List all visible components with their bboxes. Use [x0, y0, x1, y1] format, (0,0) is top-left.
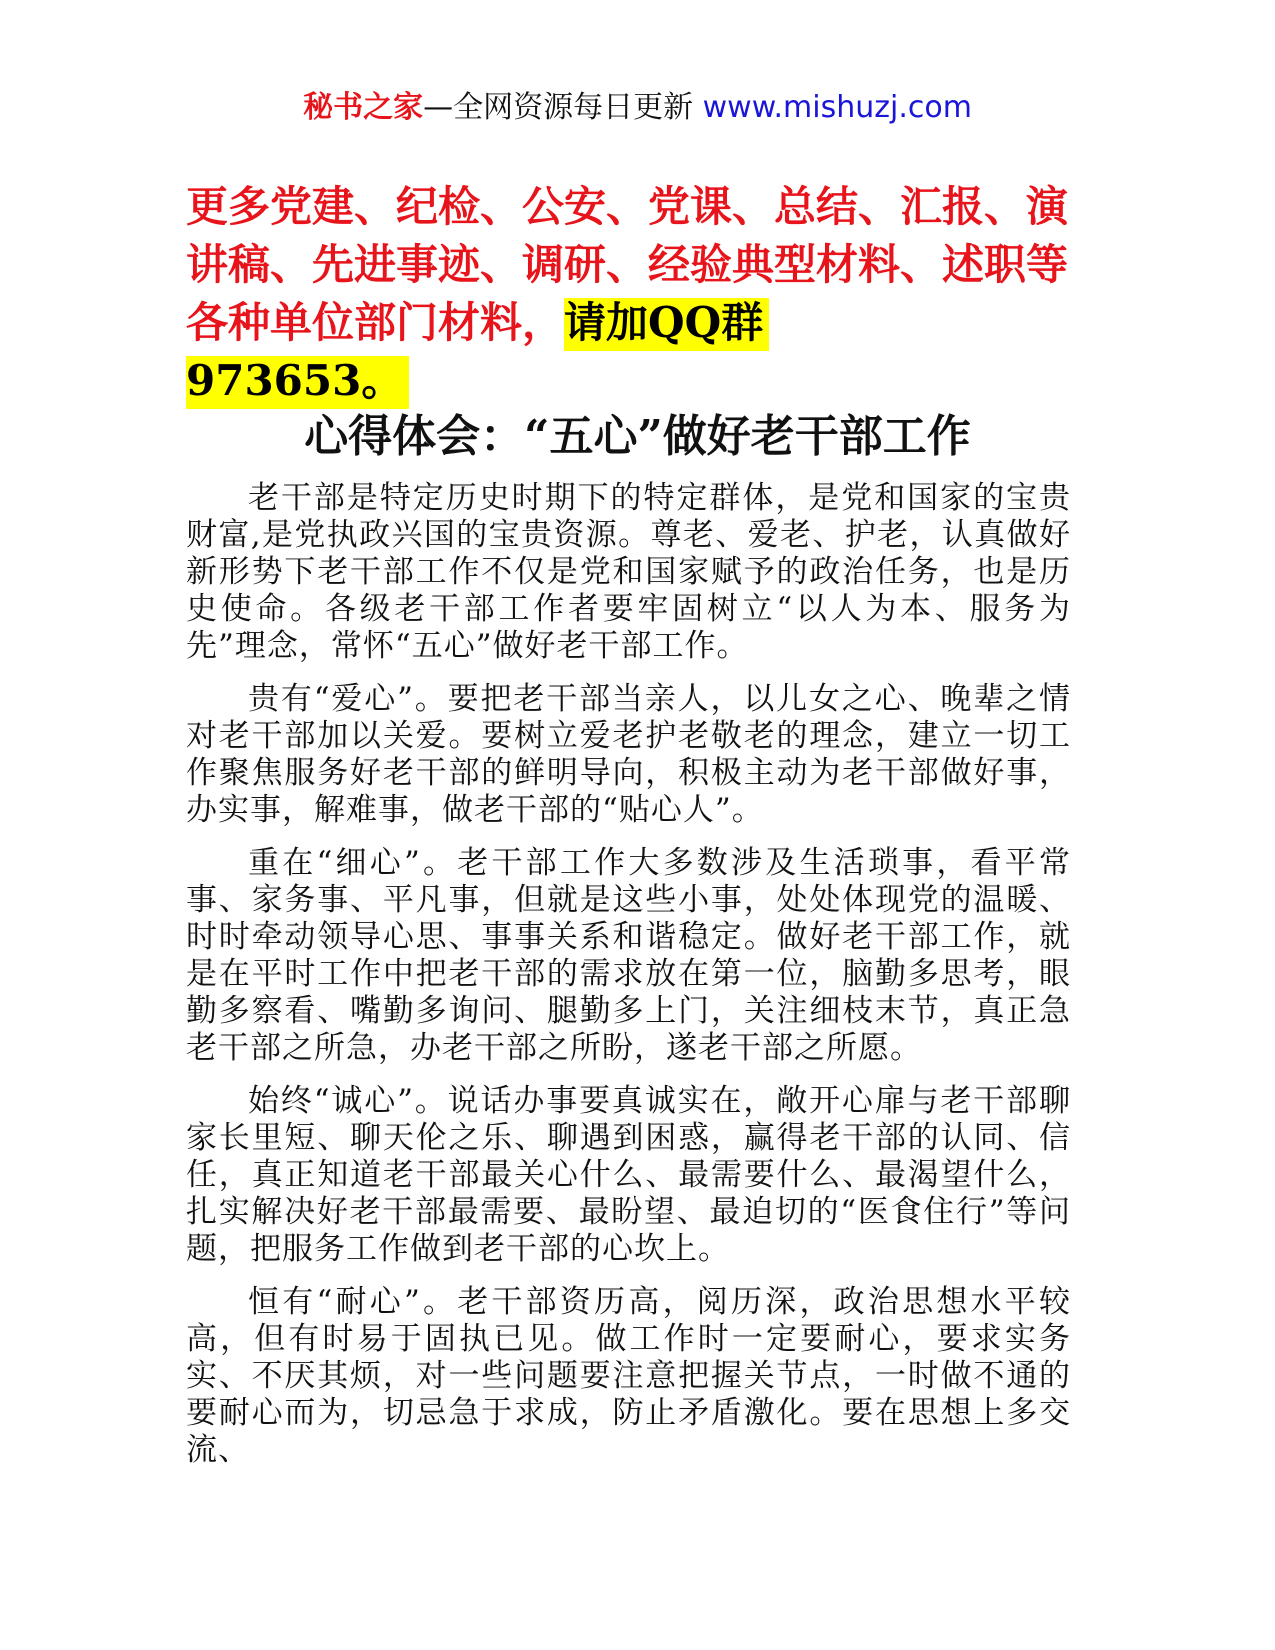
document-body [186, 480, 1071, 1485]
promo-qq-highlight: 请加QQ群 [564, 298, 769, 351]
document-title: 心得体会：“五心”做好老干部工作 [304, 411, 971, 462]
paragraph-sincerity: 始终“诚心”。说话办事要真诚实在，敞开心扉与老干部聊家长里短、聊天伦之乐、聊遇到困惑，赢得老干部的认同、信任，真正知道老干部最关心什么、最需要什么、最渴望什么，扎实解决好老干部最需要、最盼望、最迫切的“医食住行”等问题，把服务工作做到老干部的心坎上。 [186, 1083, 1071, 1267]
site-slogan: —全网资源每日更新 [423, 90, 694, 125]
paragraph-care: 重在“细心”。老干部工作大多数涉及生活琐事，看平常事、家务事、平凡事，但就是这些小事，处处体现党的温暖、时时牵动领导心思、事事关系和谐稳定。做好老干部工作，就是在平时工作中把老干部的需求放在第一位，脑勤多思考，眼勤多察看、嘴勤多询问、腿勤多上门，关注细枝末节，真正急老干部之所急，办老干部之所盼，遂老干部之所愿。 [186, 845, 1071, 1066]
paragraph-intro: 老干部是特定历史时期下的特定群体，是党和国家的宝贵财富,是党执政兴国的宝贵资源。尊老、爱老、护老，认真做好新形势下老干部工作不仅是党和国家赋予的政治任务，也是历史使命。各级老干部工作者要牢固树立“以人为本、服务为先”理念，常怀“五心”做好老干部工作。 [186, 480, 1071, 664]
site-name: 秘书之家 [303, 90, 424, 125]
paragraph-patience: 恒有“耐心”。老干部资历高，阅历深，政治思想水平较高，但有时易于固执已见。做工作时一定要耐心，要求实务实、不厌其烦，对一些问题要注意把握关节点，一时做不通的要耐心而为，切忌急于求成，防止矛盾激化。要在思想上多交流、 [186, 1284, 1071, 1468]
promo-banner [186, 178, 1086, 410]
site-header [0, 88, 1275, 128]
site-url-link[interactable]: www.mishuzj.com [702, 90, 972, 125]
promo-qq-number: 973653。 [186, 356, 409, 409]
paragraph-love: 贵有“爱心”。要把老干部当亲人，以儿女之心、晚辈之情对老干部加以关爱。要树立爱老护老敬老的理念，建立一切工作聚焦服务好老干部的鲜明导向，积极主动为老干部做好事，办实事，解难事，做老干部的“贴心人”。 [186, 681, 1071, 828]
promo-text: 更多党建、纪检、公安、党课、总结、汇报、演讲稿、先进事迹、调研、经验典型材料、述职等各种单位部门材料， [186, 182, 1069, 347]
